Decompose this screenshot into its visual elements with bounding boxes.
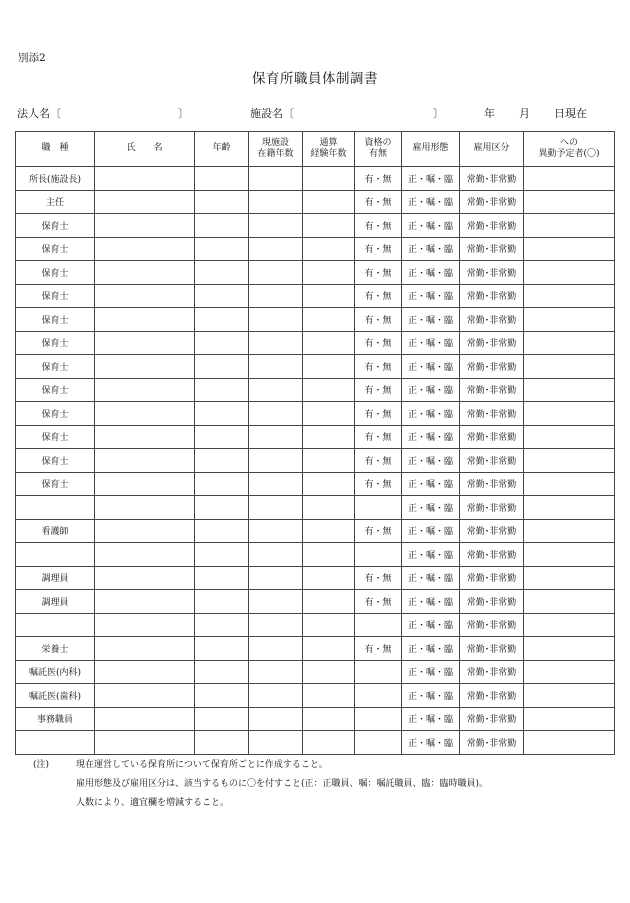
employment-category-cell: 常勤･非常勤 — [460, 613, 524, 637]
employment-form-cell: 正・嘱・臨 — [402, 378, 460, 402]
employment-form-cell: 正・嘱・臨 — [402, 731, 460, 755]
name-input-cell[interactable] — [95, 190, 195, 214]
age-input-cell[interactable] — [195, 237, 249, 261]
qualification-cell — [355, 660, 402, 684]
total-years-input-cell[interactable] — [303, 707, 355, 731]
employment-category-cell: 常勤･非常勤 — [460, 190, 524, 214]
transfer-mark-input-cell[interactable] — [524, 331, 615, 355]
employment-form-cell: 正・嘱・臨 — [402, 284, 460, 308]
table-row — [16, 331, 615, 355]
document-title: 保育所職員体制調書 — [252, 71, 378, 87]
transfer-mark-input-cell[interactable] — [524, 237, 615, 261]
header-qualification: 資格の 有無 — [355, 132, 402, 167]
header-employment-category: 雇用区分 — [460, 132, 524, 167]
job-type-cell: 保育士 — [16, 214, 95, 238]
staff-table-body — [16, 167, 615, 755]
job-type-cell: 事務職員 — [16, 707, 95, 731]
age-input-cell[interactable] — [195, 590, 249, 614]
employment-form-cell: 正・嘱・臨 — [402, 214, 460, 238]
current-years-input-cell[interactable] — [249, 449, 303, 473]
employment-category-cell: 常勤･非常勤 — [460, 284, 524, 308]
header-employment-form: 雇用形態 — [402, 132, 460, 167]
transfer-mark-input-cell[interactable] — [524, 167, 615, 191]
employment-form-cell: 正・嘱・臨 — [402, 190, 460, 214]
table-row — [16, 402, 615, 426]
current-years-input-cell[interactable] — [249, 261, 303, 285]
employment-form-cell: 正・嘱・臨 — [402, 684, 460, 708]
name-input-cell[interactable] — [95, 543, 195, 567]
job-type-cell: 看護師 — [16, 519, 95, 543]
table-row — [16, 237, 615, 261]
job-type-cell — [16, 496, 95, 520]
transfer-mark-input-cell[interactable] — [524, 472, 615, 496]
age-input-cell[interactable] — [195, 425, 249, 449]
note-item — [33, 794, 488, 813]
job-type-cell: 保育士 — [16, 402, 95, 426]
transfer-mark-input-cell[interactable] — [524, 261, 615, 285]
current-years-input-cell[interactable] — [249, 519, 303, 543]
staff-structure-table — [15, 131, 615, 755]
current-years-input-cell[interactable] — [249, 237, 303, 261]
qualification-cell: 有・無 — [355, 284, 402, 308]
note-text: 雇用形態及び雇用区分は、該当するものに〇を付すこと(正：正職員、嘱：嘱託職員、臨：臨時職員)。 — [76, 779, 489, 789]
employment-category-cell: 常勤･非常勤 — [460, 707, 524, 731]
employment-category-cell: 常勤･非常勤 — [460, 237, 524, 261]
employment-category-cell: 常勤･非常勤 — [460, 425, 524, 449]
header-transfer-planned: への 異動予定者(〇) — [524, 132, 615, 167]
age-input-cell[interactable] — [195, 566, 249, 590]
qualification-cell: 有・無 — [355, 190, 402, 214]
age-input-cell[interactable] — [195, 684, 249, 708]
date-day-as-of-label: 日現在 — [554, 107, 587, 120]
total-years-input-cell[interactable] — [303, 590, 355, 614]
employment-category-cell: 常勤･非常勤 — [460, 543, 524, 567]
job-type-cell: 保育士 — [16, 378, 95, 402]
employment-form-cell: 正・嘱・臨 — [402, 425, 460, 449]
transfer-mark-input-cell[interactable] — [524, 496, 615, 520]
name-input-cell[interactable] — [95, 167, 195, 191]
transfer-mark-input-cell[interactable] — [524, 308, 615, 332]
current-years-input-cell[interactable] — [249, 190, 303, 214]
transfer-mark-input-cell[interactable] — [524, 425, 615, 449]
table-row — [16, 496, 615, 520]
name-input-cell[interactable] — [95, 660, 195, 684]
current-years-input-cell[interactable] — [249, 378, 303, 402]
qualification-cell — [355, 496, 402, 520]
current-years-input-cell[interactable] — [249, 472, 303, 496]
qualification-cell — [355, 543, 402, 567]
job-type-cell: 栄養士 — [16, 637, 95, 661]
facility-name-close-bracket: 〕 — [433, 107, 444, 120]
transfer-mark-input-cell[interactable] — [524, 660, 615, 684]
total-years-input-cell[interactable] — [303, 355, 355, 379]
age-input-cell[interactable] — [195, 519, 249, 543]
qualification-cell: 有・無 — [355, 308, 402, 332]
table-row — [16, 519, 615, 543]
qualification-cell: 有・無 — [355, 519, 402, 543]
age-input-cell[interactable] — [195, 308, 249, 332]
table-row — [16, 425, 615, 449]
employment-form-cell: 正・嘱・臨 — [402, 613, 460, 637]
age-input-cell[interactable] — [195, 613, 249, 637]
table-row — [16, 543, 615, 567]
qualification-cell: 有・無 — [355, 472, 402, 496]
name-input-cell[interactable] — [95, 684, 195, 708]
employment-form-cell: 正・嘱・臨 — [402, 167, 460, 191]
header-age: 年齢 — [195, 132, 249, 167]
current-years-input-cell[interactable] — [249, 425, 303, 449]
age-input-cell[interactable] — [195, 660, 249, 684]
table-row — [16, 214, 615, 238]
total-years-input-cell[interactable] — [303, 496, 355, 520]
name-input-cell[interactable] — [95, 449, 195, 473]
age-input-cell[interactable] — [195, 449, 249, 473]
employment-category-cell: 常勤･非常勤 — [460, 261, 524, 285]
age-input-cell[interactable] — [195, 731, 249, 755]
age-input-cell[interactable] — [195, 496, 249, 520]
employment-form-cell: 正・嘱・臨 — [402, 308, 460, 332]
employment-category-cell: 常勤･非常勤 — [460, 684, 524, 708]
age-input-cell[interactable] — [195, 543, 249, 567]
employment-form-cell: 正・嘱・臨 — [402, 237, 460, 261]
employment-category-cell: 常勤･非常勤 — [460, 660, 524, 684]
table-row — [16, 660, 615, 684]
employment-form-cell: 正・嘱・臨 — [402, 449, 460, 473]
name-input-cell[interactable] — [95, 355, 195, 379]
employment-category-cell: 常勤･非常勤 — [460, 355, 524, 379]
notes-prefix: (注) — [33, 760, 50, 770]
table-row — [16, 167, 615, 191]
job-type-cell: 嘱託医(歯科) — [16, 684, 95, 708]
name-input-cell[interactable] — [95, 261, 195, 285]
employment-category-cell: 常勤･非常勤 — [460, 637, 524, 661]
name-input-cell[interactable] — [95, 566, 195, 590]
employment-form-cell: 正・嘱・臨 — [402, 707, 460, 731]
job-type-cell: 調理員 — [16, 590, 95, 614]
total-years-input-cell[interactable] — [303, 425, 355, 449]
employment-form-cell: 正・嘱・臨 — [402, 660, 460, 684]
table-row — [16, 355, 615, 379]
job-type-cell: 保育士 — [16, 331, 95, 355]
job-type-cell: 保育士 — [16, 237, 95, 261]
table-row — [16, 378, 615, 402]
age-input-cell[interactable] — [195, 331, 249, 355]
facility-name-label: 施設名〔 — [250, 107, 294, 120]
name-input-cell[interactable] — [95, 308, 195, 332]
table-row — [16, 190, 615, 214]
transfer-mark-input-cell[interactable] — [524, 378, 615, 402]
qualification-cell — [355, 731, 402, 755]
corporation-name-close-bracket: 〕 — [178, 107, 189, 120]
job-type-cell: 保育士 — [16, 472, 95, 496]
current-years-input-cell[interactable] — [249, 402, 303, 426]
transfer-mark-input-cell[interactable] — [524, 637, 615, 661]
name-input-cell[interactable] — [95, 590, 195, 614]
header-name: 氏 名 — [95, 132, 195, 167]
qualification-cell: 有・無 — [355, 590, 402, 614]
transfer-mark-input-cell[interactable] — [524, 355, 615, 379]
current-years-input-cell[interactable] — [249, 355, 303, 379]
note-item — [33, 775, 488, 794]
transfer-mark-input-cell[interactable] — [524, 707, 615, 731]
name-input-cell[interactable] — [95, 613, 195, 637]
employment-category-cell: 常勤･非常勤 — [460, 214, 524, 238]
note-text: 人数により、適宜欄を増減すること。 — [76, 798, 230, 808]
employment-form-cell: 正・嘱・臨 — [402, 355, 460, 379]
transfer-mark-input-cell[interactable] — [524, 566, 615, 590]
job-type-cell: 保育士 — [16, 355, 95, 379]
current-years-input-cell[interactable] — [249, 731, 303, 755]
age-input-cell[interactable] — [195, 355, 249, 379]
attachment-label: 別添2 — [18, 52, 46, 64]
age-input-cell[interactable] — [195, 167, 249, 191]
current-years-input-cell[interactable] — [249, 214, 303, 238]
table-row — [16, 684, 615, 708]
table-row — [16, 637, 615, 661]
note-item — [33, 756, 488, 775]
employment-form-cell: 正・嘱・臨 — [402, 519, 460, 543]
total-years-input-cell[interactable] — [303, 519, 355, 543]
transfer-mark-input-cell[interactable] — [524, 284, 615, 308]
name-input-cell[interactable] — [95, 637, 195, 661]
header-job-type: 職 種 — [16, 132, 95, 167]
age-input-cell[interactable] — [195, 284, 249, 308]
age-input-cell[interactable] — [195, 707, 249, 731]
age-input-cell[interactable] — [195, 637, 249, 661]
current-years-input-cell[interactable] — [249, 707, 303, 731]
total-years-input-cell[interactable] — [303, 237, 355, 261]
header-years-current-facility: 現施設 在籍年数 — [249, 132, 303, 167]
current-years-input-cell[interactable] — [249, 637, 303, 661]
employment-category-cell: 常勤･非常勤 — [460, 378, 524, 402]
name-input-cell[interactable] — [95, 214, 195, 238]
employment-category-cell: 常勤･非常勤 — [460, 519, 524, 543]
table-row — [16, 284, 615, 308]
name-input-cell[interactable] — [95, 331, 195, 355]
qualification-cell: 有・無 — [355, 378, 402, 402]
total-years-input-cell[interactable] — [303, 684, 355, 708]
employment-form-cell: 正・嘱・臨 — [402, 496, 460, 520]
employment-form-cell: 正・嘱・臨 — [402, 566, 460, 590]
employment-category-cell: 常勤･非常勤 — [460, 496, 524, 520]
total-years-input-cell[interactable] — [303, 637, 355, 661]
transfer-mark-input-cell[interactable] — [524, 519, 615, 543]
transfer-mark-input-cell[interactable] — [524, 214, 615, 238]
age-input-cell[interactable] — [195, 214, 249, 238]
total-years-input-cell[interactable] — [303, 543, 355, 567]
job-type-cell — [16, 543, 95, 567]
transfer-mark-input-cell[interactable] — [524, 731, 615, 755]
name-input-cell[interactable] — [95, 496, 195, 520]
qualification-cell: 有・無 — [355, 214, 402, 238]
current-years-input-cell[interactable] — [249, 684, 303, 708]
employment-form-cell: 正・嘱・臨 — [402, 261, 460, 285]
transfer-mark-input-cell[interactable] — [524, 613, 615, 637]
age-input-cell[interactable] — [195, 261, 249, 285]
table-row — [16, 613, 615, 637]
name-input-cell[interactable] — [95, 731, 195, 755]
age-input-cell[interactable] — [195, 472, 249, 496]
transfer-mark-input-cell[interactable] — [524, 402, 615, 426]
transfer-mark-input-cell[interactable] — [524, 543, 615, 567]
employment-category-cell: 常勤･非常勤 — [460, 308, 524, 332]
qualification-cell: 有・無 — [355, 237, 402, 261]
total-years-input-cell[interactable] — [303, 402, 355, 426]
total-years-input-cell[interactable] — [303, 660, 355, 684]
job-type-cell: 保育士 — [16, 449, 95, 473]
table-header-row — [16, 132, 615, 167]
notes-section — [33, 756, 488, 813]
qualification-cell: 有・無 — [355, 566, 402, 590]
total-years-input-cell[interactable] — [303, 566, 355, 590]
total-years-input-cell[interactable] — [303, 308, 355, 332]
transfer-mark-input-cell[interactable] — [524, 590, 615, 614]
table-row — [16, 590, 615, 614]
total-years-input-cell[interactable] — [303, 731, 355, 755]
employment-category-cell: 常勤･非常勤 — [460, 167, 524, 191]
date-month-label: 月 — [519, 107, 530, 120]
current-years-input-cell[interactable] — [249, 167, 303, 191]
transfer-mark-input-cell[interactable] — [524, 684, 615, 708]
corporation-name-label: 法人名〔 — [17, 107, 61, 120]
total-years-input-cell[interactable] — [303, 472, 355, 496]
name-input-cell[interactable] — [95, 237, 195, 261]
name-input-cell[interactable] — [95, 402, 195, 426]
employment-form-cell: 正・嘱・臨 — [402, 637, 460, 661]
job-type-cell — [16, 731, 95, 755]
qualification-cell — [355, 684, 402, 708]
table-row — [16, 261, 615, 285]
age-input-cell[interactable] — [195, 402, 249, 426]
qualification-cell: 有・無 — [355, 355, 402, 379]
table-row — [16, 449, 615, 473]
table-row — [16, 731, 615, 755]
note-text: 現在運営している保育所について保育所ごとに作成すること。 — [76, 760, 328, 770]
total-years-input-cell[interactable] — [303, 214, 355, 238]
total-years-input-cell[interactable] — [303, 167, 355, 191]
employment-category-cell: 常勤･非常勤 — [460, 590, 524, 614]
job-type-cell: 調理員 — [16, 566, 95, 590]
name-input-cell[interactable] — [95, 472, 195, 496]
qualification-cell: 有・無 — [355, 402, 402, 426]
job-type-cell — [16, 613, 95, 637]
total-years-input-cell[interactable] — [303, 190, 355, 214]
name-input-cell[interactable] — [95, 284, 195, 308]
total-years-input-cell[interactable] — [303, 449, 355, 473]
qualification-cell: 有・無 — [355, 637, 402, 661]
job-type-cell: 所長(施設長) — [16, 167, 95, 191]
total-years-input-cell[interactable] — [303, 261, 355, 285]
total-years-input-cell[interactable] — [303, 284, 355, 308]
current-years-input-cell[interactable] — [249, 496, 303, 520]
employment-category-cell: 常勤･非常勤 — [460, 402, 524, 426]
current-years-input-cell[interactable] — [249, 566, 303, 590]
current-years-input-cell[interactable] — [249, 590, 303, 614]
header-total-experience: 通算 経験年数 — [303, 132, 355, 167]
qualification-cell: 有・無 — [355, 449, 402, 473]
employment-category-cell: 常勤･非常勤 — [460, 472, 524, 496]
table-row — [16, 308, 615, 332]
table-row — [16, 472, 615, 496]
total-years-input-cell[interactable] — [303, 331, 355, 355]
employment-form-cell: 正・嘱・臨 — [402, 472, 460, 496]
employment-form-cell: 正・嘱・臨 — [402, 331, 460, 355]
total-years-input-cell[interactable] — [303, 378, 355, 402]
total-years-input-cell[interactable] — [303, 613, 355, 637]
current-years-input-cell[interactable] — [249, 543, 303, 567]
qualification-cell — [355, 613, 402, 637]
job-type-cell: 保育士 — [16, 425, 95, 449]
date-year-label: 年 — [484, 107, 495, 120]
job-type-cell: 保育士 — [16, 308, 95, 332]
qualification-cell — [355, 707, 402, 731]
table-row — [16, 707, 615, 731]
job-type-cell: 主任 — [16, 190, 95, 214]
qualification-cell: 有・無 — [355, 331, 402, 355]
employment-category-cell: 常勤･非常勤 — [460, 449, 524, 473]
qualification-cell: 有・無 — [355, 261, 402, 285]
current-years-input-cell[interactable] — [249, 660, 303, 684]
transfer-mark-input-cell[interactable] — [524, 190, 615, 214]
name-input-cell[interactable] — [95, 519, 195, 543]
qualification-cell: 有・無 — [355, 167, 402, 191]
age-input-cell[interactable] — [195, 378, 249, 402]
job-type-cell: 保育士 — [16, 261, 95, 285]
job-type-cell: 嘱託医(内科) — [16, 660, 95, 684]
employment-form-cell: 正・嘱・臨 — [402, 402, 460, 426]
current-years-input-cell[interactable] — [249, 284, 303, 308]
employment-category-cell: 常勤･非常勤 — [460, 566, 524, 590]
employment-category-cell: 常勤･非常勤 — [460, 731, 524, 755]
name-input-cell[interactable] — [95, 707, 195, 731]
employment-form-cell: 正・嘱・臨 — [402, 543, 460, 567]
job-type-cell: 保育士 — [16, 284, 95, 308]
qualification-cell: 有・無 — [355, 425, 402, 449]
current-years-input-cell[interactable] — [249, 308, 303, 332]
age-input-cell[interactable] — [195, 190, 249, 214]
name-input-cell[interactable] — [95, 378, 195, 402]
name-input-cell[interactable] — [95, 425, 195, 449]
transfer-mark-input-cell[interactable] — [524, 449, 615, 473]
employment-category-cell: 常勤･非常勤 — [460, 331, 524, 355]
current-years-input-cell[interactable] — [249, 331, 303, 355]
table-row — [16, 566, 615, 590]
current-years-input-cell[interactable] — [249, 613, 303, 637]
employment-form-cell: 正・嘱・臨 — [402, 590, 460, 614]
